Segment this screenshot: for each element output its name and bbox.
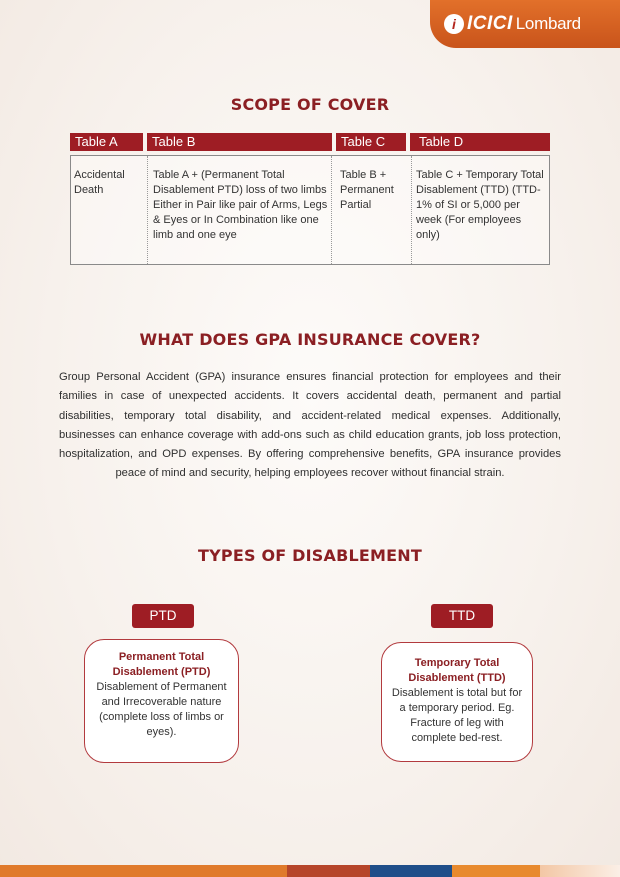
cell-table-c: Table B + Permanent Partial [331,156,411,264]
gpa-description: Group Personal Accident (GPA) insurance ensures financial protection for employees and their families in case of unexpected accidents. It covers accidental death, permanent and partial disabilities, temporary total disability, and accident-related medical expenses. Additionally, businesses can enhance coverage with add-ons such as child education grants, job loss protection, hospitalization, and OPD expenses. By offering comprehensive benefits, GPA insurance provides peace of mind and security, helping employees recover without financial strain. [59,371,561,480]
scope-table-header [70,133,550,151]
ttd-tag: TTD [431,604,493,628]
types-heading: TYPES OF DISABLEMENT [198,546,422,565]
ptd-card-body: Disablement of Permanent and Irrecoverable nature (complete loss of limbs or eyes). [96,681,227,738]
ttd-card-title: Temporary Total Disablement (TTD) [408,657,506,684]
brand-mark: i [444,14,464,34]
column-header-table-b: Table B [147,133,332,151]
column-header-table-d: Table D [410,133,550,151]
ptd-card [84,639,239,763]
column-header-table-a: Table A [70,133,143,151]
gpa-heading: WHAT DOES GPA INSURANCE COVER? [139,330,481,349]
footer-color-bar [0,865,620,877]
scope-table-row [70,155,550,265]
ttd-card [381,642,533,762]
ttd-card-body: Disablement is total but for a temporary period. Eg. Fracture of leg with complete bed-rest. [391,687,523,744]
column-header-table-c: Table C [336,133,406,151]
brand-logo [430,0,620,48]
cell-table-b: Table A + (Permanent Total Disablement PTD) loss of two limbs Either in Pair like pair of Arms, Legs & Eyes or In Combination like one limb and one eye [147,156,331,264]
cell-table-a: Accidental Death [74,169,125,196]
ptd-card-title: Permanent Total Disablement (PTD) [112,651,211,678]
footer-segment-red [287,865,370,877]
footer-segment-blue [370,865,452,877]
footer-segment-orange [0,865,287,877]
scope-heading: SCOPE OF COVER [230,95,390,114]
brand-name-rest: Lombard [515,14,581,33]
footer-segment-fade [540,865,620,877]
footer-segment-amber [452,865,540,877]
brand-name-bold: ICICI [467,13,513,34]
cell-table-d: Table C + Temporary Total Disablement (TTD) (TTD-1% of SI or 5,000 per week (For employees only) [411,156,549,264]
ptd-tag: PTD [132,604,194,628]
